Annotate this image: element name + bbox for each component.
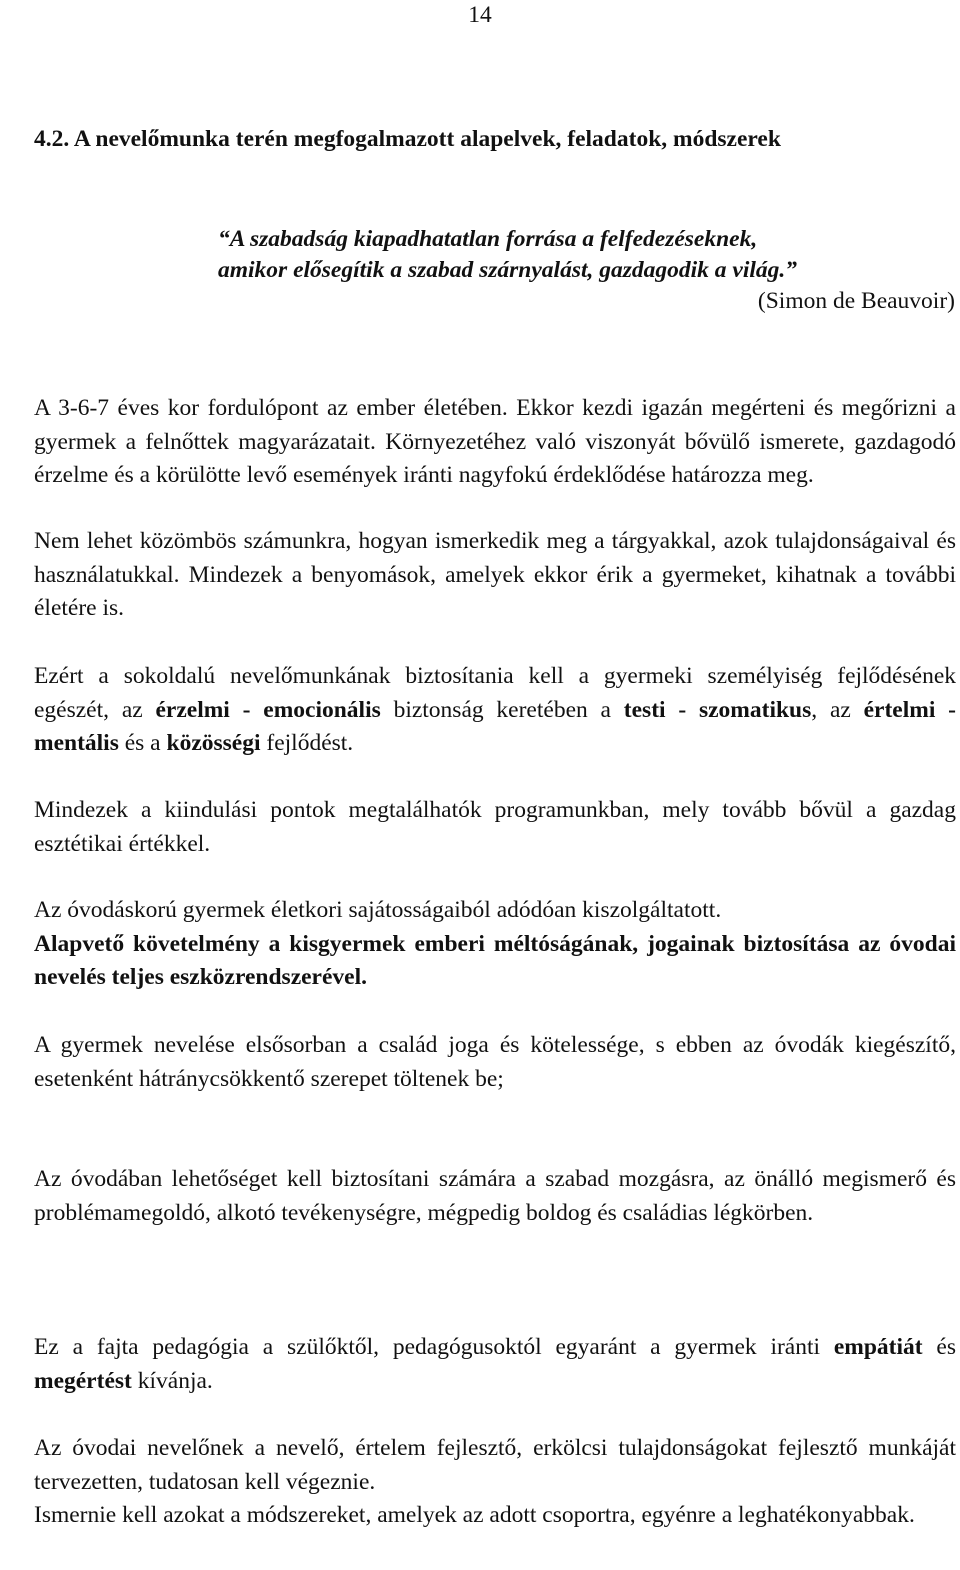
paragraph-teacher-work: Az óvodai nevelőnek a nevelő, értelem fejlesztő, erkölcsi tulajdonságokat fejlesztő munkáját tervezetten, tudatosan kell végeznie. [34, 1435, 956, 1495]
p8-text-2: és [922, 1334, 956, 1360]
paragraph-family: A gyermek nevelése elsősorban a család joga és kötelessége, s ebben az óvodák kiegészítő, esetenként hátránycsökkentő szerepet töltenek be; [34, 1032, 956, 1092]
p3-text-2: biztonság keretében a [380, 696, 624, 723]
quote-line-1: “A szabadság kiapadhatatlan forrása a felfedezéseknek, [218, 226, 758, 252]
p3-bold-mental: értelmi - mentális [34, 696, 957, 757]
p3-text-4: és a [118, 730, 167, 757]
p3-text-1: Ezért a sokoldalú nevelőmunkának biztosítania kell a gyermeki személyiség fejlődésének egészét, az [34, 663, 956, 723]
paragraph-requirements [34, 894, 956, 995]
paragraph-objects: Nem lehet közömbös számunkra, hogyan ismerkedik meg a tárgyakkal, azok tulajdonságaival és használatukkal. Mindezek a benyomások, amelyek ekkor érik a gyermeket, kihatnak a további életére is. [34, 528, 956, 622]
paragraph-empathy [34, 1331, 956, 1398]
page-number: 14 [468, 2, 492, 28]
p3-text-3: , az [811, 696, 864, 723]
p8-bold-empathy: empátiát [833, 1334, 923, 1360]
paragraph-program: Mindezek a kiindulási pontok megtalálhatók programunkban, mely tovább bővül a gazdag esztétikai értékkel. [34, 797, 956, 857]
p8-bold-understanding: megértést [34, 1367, 132, 1394]
p8-text-1: Ez a fajta pedagógia a szülőktől, pedagógusoktól egyaránt a gyermek iránti [34, 1334, 834, 1360]
p5-text: Az óvodáskorú gyermek életkori sajátosságaiból adódóan kiszolgáltatott. [34, 897, 722, 923]
p5-bold-requirement: Alapvető követelmény a kisgyermek emberi méltóságának, jogainak biztosítása az óvodai nevelés teljes eszközrendszerével. [34, 930, 956, 991]
paragraph-methods: Ismernie kell azokat a módszereket, amelyek az adott csoportra, egyénre a leghatékonyabbak. [34, 1502, 915, 1528]
paragraph-personality-development [34, 660, 956, 761]
section-heading: 4.2. A nevelőmunka terén megfogalmazott alapelvek, feladatok, módszerek [34, 126, 781, 152]
quote-line-2: amikor elősegítik a szabad szárnyalást, gazdagodik a világ.” [218, 257, 798, 283]
p3-bold-somatic: testi - szomatikus [623, 696, 812, 723]
p3-bold-emotional: érzelmi - emocionális [155, 696, 381, 723]
epigraph-quote [218, 224, 953, 286]
paragraph-age-turning-point: A 3-6-7 éves kor fordulópont az ember életében. Ekkor kezdi igazán megérteni és megőrizni a gyermek a felnőttek magyarázatait. Környezetéhez való viszonyát bővülő ismerete, gazdagodó érzelme és a körülötte levő események iránti nagyfokú érdeklődése határozza meg. [34, 395, 956, 489]
paragraph-free-movement: Az óvodában lehetőséget kell biztosítani számára a szabad mozgásra, az önálló megismerő és problémamegoldó, alkotó tevékenységre, mégpedig boldog és családias légkörben. [34, 1166, 956, 1226]
p3-text-5: fejlődést. [260, 730, 354, 757]
quote-author: (Simon de Beauvoir) [757, 288, 955, 314]
p3-bold-community: közösségi [166, 730, 261, 757]
p8-text-3: kívánja. [131, 1367, 213, 1394]
